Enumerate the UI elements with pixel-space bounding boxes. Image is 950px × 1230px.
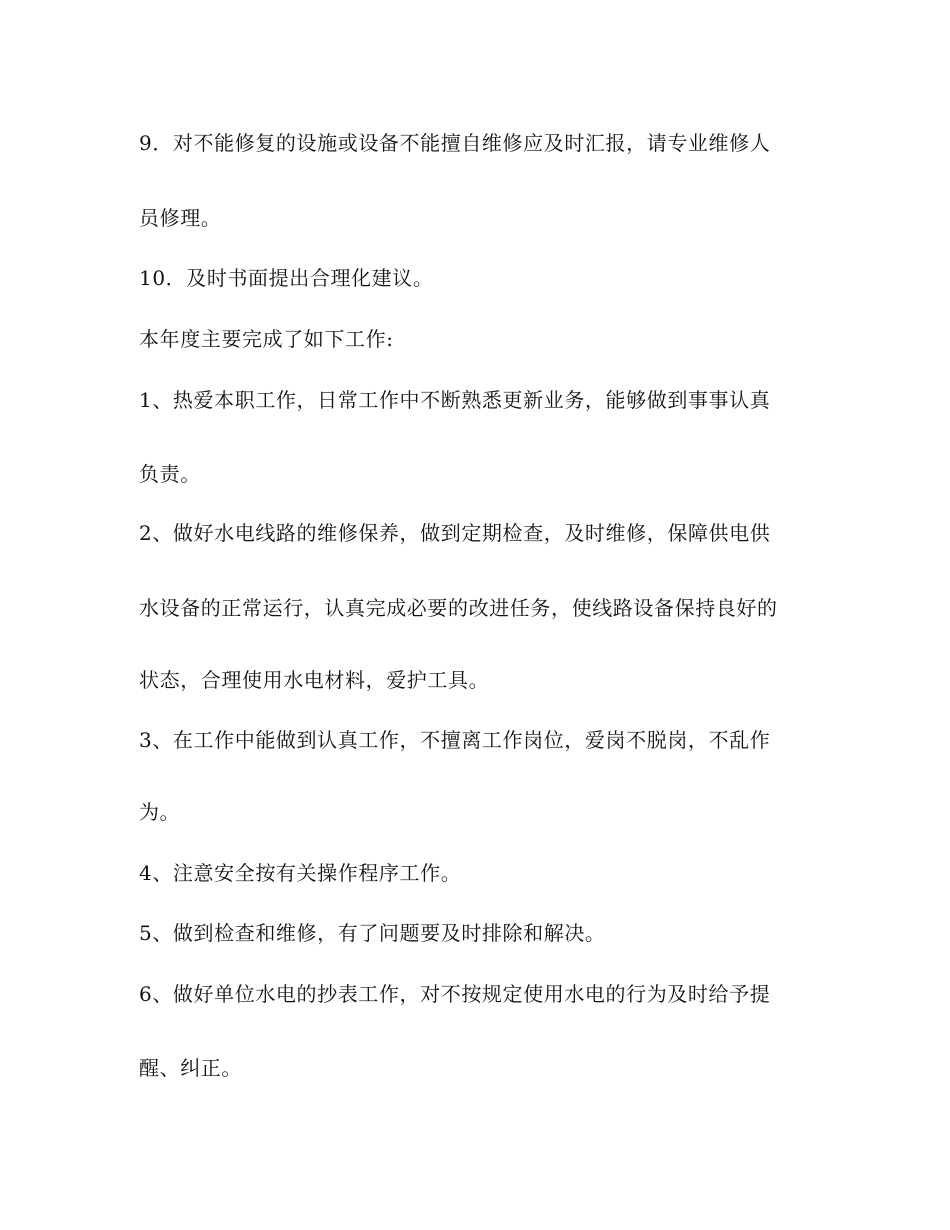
paragraph-line: 6、做好单位水电的抄表工作，对不按规定使用水电的行为及时给予提 [139, 982, 771, 1006]
paragraph-line: 10．及时书面提出合理化建议。 [139, 266, 434, 290]
paragraph-line: 员修理。 [139, 206, 222, 230]
paragraph-line: 本年度主要完成了如下工作: [139, 327, 394, 351]
paragraph-line: 5、做到检查和维修，有了问题要及时排除和解决。 [139, 921, 606, 945]
paragraph-line: 9．对不能修复的设施或设备不能擅自维修应及时汇报，请专业维修人 [139, 131, 771, 155]
paragraph-line: 水设备的正常运行，认真完成必要的改进任务，使线路设备保持良好的 [139, 596, 778, 620]
paragraph-line: 负责。 [139, 462, 201, 486]
paragraph-line: 4、注意安全按有关操作程序工作。 [139, 861, 462, 885]
paragraph-line: 状态，合理使用水电材料，爱护工具。 [139, 668, 490, 692]
paragraph-line: 1、热爱本职工作，日常工作中不断熟悉更新业务，能够做到事事认真 [139, 388, 771, 412]
paragraph-line: 醒、纠正。 [139, 1056, 242, 1080]
paragraph-line: 为。 [139, 800, 181, 824]
paragraph-line: 2、做好水电线路的维修保养，做到定期检查，及时维修，保障供电供 [139, 521, 771, 545]
paragraph-line: 3、在工作中能做到认真工作，不擅离工作岗位，爱岗不脱岗，不乱作 [139, 728, 771, 752]
